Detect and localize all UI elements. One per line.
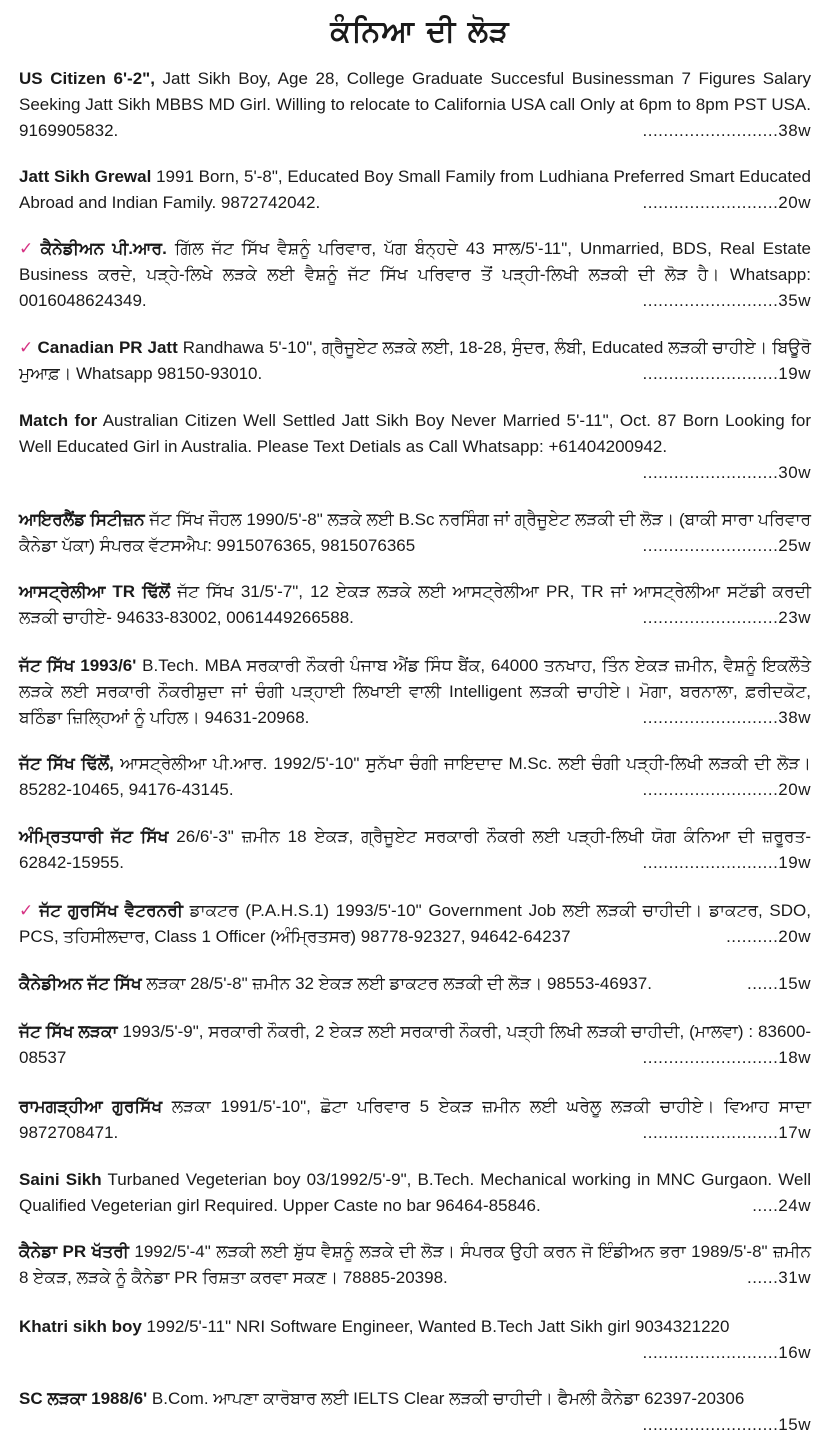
ad-text: ਆਸਟ੍ਰੇਲੀਆ ਪੀ.ਆਰ. 1992/5'-10" ਸੁਨੱਖਾ ਚੰਗੀ ਜਾਇਦਾਦ M.Sc. ਲਈ ਚੰਗੀ ਪੜ੍ਹੀ-ਲਿਖੀ ਲੜਕੀ ਦੀ ਲੋੜ। 85282-10465, 94176-43145. [19,754,812,799]
ad-price: ..........................18w [642,1048,811,1067]
ad-item [19,971,811,997]
ad-text: B.Tech. MBA ਸਰਕਾਰੀ ਨੌਕਰੀ ਪੰਜਾਬ ਐਂਡ ਸਿੰਧ ਬੈਂਕ, 64000 ਤਨਖਾਹ, ਤਿੰਨ ਏਕੜ ਜ਼ਮੀਨ, ਵੈਸ਼ਨੂੰ ਇਕਲੌਤੇ ਲੜਕੇ ਲਈ ਸਰਕਾਰੀ ਨੌਕਰੀਸ਼ੁਦਾ ਜਾਂ ਚੰਗੀ ਪੜ੍ਹਾਈ ਲਿਖਾਈ ਵਾਲੀ Intelligent ਲੜਕੀ ਚਾਹੀਏ। ਮੋਗਾ, ਬਰਨਾਲਾ, ਫ਼ਰੀਦਕੋਟ, ਬਠਿੰਡਾ ਜ਼ਿਲ੍ਹਿਆਂ ਨੂੰ ਪਹਿਲ। 94631-20968. [19,656,811,727]
ad-text: 1992/5'-4" ਲੜਕੀ ਲਈ ਸ਼ੁੱਧ ਵੈਸ਼ਨੂੰ ਲੜਕੇ ਦੀ ਲੋੜ। ਸੰਪਰਕ ਉਹੀ ਕਰਨ ਜੋ ਇੰਡੀਅਨ ਭਰਾ 1989/5'-8" ਜ਼ਮੀਨ 8 ਏਕੜ, ਲੜਕੇ ਨੂੰ ਕੈਨੇਡਾ PR ਰਿਸ਼ਤਾ ਕਰਵਾ ਸਕਣ। 78885-20398. [19,1242,811,1287]
ad-item [19,653,811,731]
ad-item [19,751,811,803]
ad-price: ..........................19w [642,364,811,383]
ad-price: ..........................20w [642,193,811,212]
ad-item [19,335,811,387]
ad-price: ..........................35w [642,291,811,310]
ad-lead: ਕੈਨੇਡੀਅਨ ਜੱਟ ਸਿੱਖ [19,974,142,993]
ad-item [19,579,811,631]
ad-text: 26/6'-3" ਜ਼ਮੀਨ 18 ਏਕੜ, ਗ੍ਰੈਜੂਏਟ ਸਰਕਾਰੀ ਨੌਕਰੀ ਲਈ ਪੜ੍ਹੀ-ਲਿਖੀ ਯੋਗ ਕੰਨਿਆ ਦੀ ਜ਼ਰੂਰਤ- 62842-15955. [19,827,811,872]
ad-item [19,507,811,559]
ad-item [19,1094,811,1146]
ad-price: ..........................16w [642,1343,811,1362]
ad-lead: ਜੱਟ ਸਿੱਖ ਲੜਕਾ [19,1022,118,1041]
ad-price: ..........................19w [642,853,811,872]
ad-text: Randhawa 5'-10", ਗ੍ਰੈਜੂਏਟ ਲੜਕੇ ਲਈ, 18-28, ਸੁੰਦਰ, ਲੰਬੀ, Educated ਲੜਕੀ ਚਾਹੀਏ। ਬਿਊਰੋ ਮੁਆਫ਼। Whatsapp 98150-93010. [19,338,812,383]
ad-lead: ਆਇਰਲੈਂਡ ਸਿਟੀਜ਼ਨ [19,510,145,529]
ad-price: ..........................38w [642,708,811,727]
ad-lead: ਜੱਟ ਸਿੱਖ 1993/6' [19,656,137,675]
ad-lead: SC ਲੜਕਾ 1988/6' [19,1389,148,1408]
checkmark-icon: ✓ [19,338,34,357]
ad-lead: ਕੈਨੇਡਾ PR ਖੱਤਰੀ [19,1242,129,1261]
ad-text: ਗਿੱਲ ਜੱਟ ਸਿੱਖ ਵੈਸ਼ਨੂੰ ਪਰਿਵਾਰ, ਪੱਗ ਬੰਨ੍ਹਦੇ 43 ਸਾਲ/5'-11", Unmarried, BDS, Real Estate Business ਕਰਦੇ, ਪੜ੍ਹੇ-ਲਿਖੇ ਲੜਕੇ ਲਈ ਵੈਸ਼ਨੂੰ ਜੱਟ ਸਿੱਖ ਪਰਿਵਾਰ ਤੋਂ ਪੜ੍ਹੀ-ਲਿਖੀ ਲੜਕੀ ਦੀ ਲੋੜ ਹੈ। Whatsapp: 0016048624349. [19,239,812,310]
checkmark-icon: ✓ [19,239,37,258]
checkmark-icon: ✓ [19,901,36,920]
ad-text: ਡਾਕਟਰ (P.A.H.S.1) 1993/5'-10" Government Job ਲਈ ਲੜਕੀ ਚਾਹੀਦੀ। ਡਾਕਟਰ, SDO, PCS, ਤਹਿਸੀਲਦਾਰ, Class 1 Officer (ਅੰਮ੍ਰਿਤਸਰ) 98778-92327, 94642-64237 [19,901,811,946]
ad-text: ਲੜਕਾ 1991/5'-10", ਛੋਟਾ ਪਰਿਵਾਰ 5 ਏਕੜ ਜ਼ਮੀਨ ਲਈ ਘਰੇਲੂ ਲੜਕੀ ਚਾਹੀਏ। ਵਿਆਹ ਸਾਦਾ 9872708471. [19,1097,811,1142]
ad-lead: Saini Sikh [19,1170,102,1189]
ad-lead: Match for [19,411,98,430]
ad-price: ..........................30w [642,463,811,482]
ad-lead: ਅੰਮ੍ਰਿਤਧਾਰੀ ਜੱਟ ਸਿੱਖ [19,827,169,846]
ad-text: Jatt Sikh Boy, Age 28, College Graduate Succesful Businessman 7 Figures Salary Seeking Jatt Sikh MBBS MD Girl. Willing to relocate to California USA call Only at 6pm to 8pm PST USA. 9169905832. [19,69,811,140]
ad-price: ......15w [746,974,811,993]
ad-item [19,1019,811,1071]
ad-text: B.Com. ਆਪਣਾ ਕਾਰੋਬਾਰ ਲਈ IELTS Clear ਲੜਕੀ ਚਾਹੀਦੀ। ਫੈਮਲੀ ਕੈਨੇਡਾ 62397-20306 [147,1389,745,1408]
ad-item [19,1239,811,1291]
ad-item [19,66,811,144]
ad-text: 1992/5'-11" NRI Software Engineer, Wanted B.Tech Jatt Sikh girl 9034321220 [141,1317,730,1336]
ad-item [19,164,811,216]
ad-price: ..........................38w [642,121,811,140]
ad-item [19,1167,811,1219]
ad-price: ......31w [746,1268,811,1287]
ad-lead: ਕੈਨੇਡੀਅਨ ਪੀ.ਆਰ. [40,239,167,258]
ad-text: Turbaned Vegeterian boy 03/1992/5'-9", B.Tech. Mechanical working in MNC Gurgaon. Well Qualified Vegeterian girl Required. Upper Caste no bar 96464-85846. [19,1170,811,1215]
ad-text: ਲੜਕਾ 28/5'-8" ਜ਼ਮੀਨ 32 ਏਕੜ ਲਈ ਡਾਕਟਰ ਲੜਕੀ ਦੀ ਲੋੜ। 98553-46937. [141,974,652,993]
ad-item [19,236,811,314]
ad-item [19,898,811,950]
ad-price: ..........................20w [642,780,811,799]
ad-lead: US Citizen 6'-2", [19,69,155,88]
ad-lead: Jatt Sikh Grewal [19,167,152,186]
ad-item [19,1386,811,1438]
ad-price: ..........................15w [642,1415,811,1434]
ad-lead: ਆਸਟ੍ਰੇਲੀਆ TR ਢਿੱਲੋਂ [19,582,171,601]
ad-item [19,1314,811,1366]
ad-text: 1991 Born, 5'-8", Educated Boy Small Family from Ludhiana Preferred Smart Educated Abroad and Indian Family. 9872742042. [19,167,811,212]
page-title: ਕੰਨਿਆ ਦੀ ਲੋੜ [330,14,510,49]
ad-lead: Canadian PR Jatt [37,338,178,357]
ad-price: .....24w [752,1196,811,1215]
ad-text: Australian Citizen Well Settled Jatt Sikh Boy Never Married 5'-11", Oct. 87 Born Looking for Well Educated Girl in Australia. Please Text Detials as Call Whatsapp: +61404200942. [19,411,811,456]
ad-lead: ਜੱਟ ਗੁਰਸਿੱਖ ਵੈਟਰਨਰੀ [39,901,183,920]
ad-lead: ਜੱਟ ਸਿੱਖ ਢਿੱਲੋਂ, [19,754,114,773]
ad-text: ਜੱਟ ਸਿੱਖ 31/5'-7", 12 ਏਕੜ ਲੜਕੇ ਲਈ ਆਸਟ੍ਰੇਲੀਆ PR, TR ਜਾਂ ਆਸਟ੍ਰੇਲੀਆ ਸਟੱਡੀ ਕਰਦੀ ਲੜਕੀ ਚਾਹੀਏ- 94633-83002, 0061449266588. [19,582,811,627]
ad-lead: Khatri sikh boy [19,1317,142,1336]
ad-item [19,408,811,486]
ad-lead: ਰਾਮਗੜ੍ਹੀਆ ਗੁਰਸਿੱਖ [19,1097,163,1116]
ad-text: ਜੱਟ ਸਿੱਖ ਜੌਹਲ 1990/5'-8" ਲੜਕੇ ਲਈ B.Sc ਨਰਸਿੰਗ ਜਾਂ ਗ੍ਰੈਜੂਏਟ ਲੜਕੀ ਦੀ ਲੋੜ। (ਬਾਕੀ ਸਾਰਾ ਪਰਿਵਾਰ ਕੈਨੇਡਾ ਪੱਕਾ) ਸੰਪਰਕ ਵੱਟਸਐਪ: 9915076365, 9815076365 [19,510,812,555]
ad-price: ..........................23w [642,608,811,627]
ad-price: ..........................17w [642,1123,811,1142]
ad-text: 1993/5'-9", ਸਰਕਾਰੀ ਨੌਕਰੀ, 2 ਏਕੜ ਲਈ ਸਰਕਾਰੀ ਨੌਕਰੀ, ਪੜ੍ਹੀ ਲਿਖੀ ਲੜਕੀ ਚਾਹੀਦੀ, (ਮਾਲਵਾ) : 83600-08537 [19,1022,811,1067]
ad-price: ..........................25w [642,536,811,555]
ad-price: ..........20w [726,927,811,946]
ad-item [19,824,811,876]
